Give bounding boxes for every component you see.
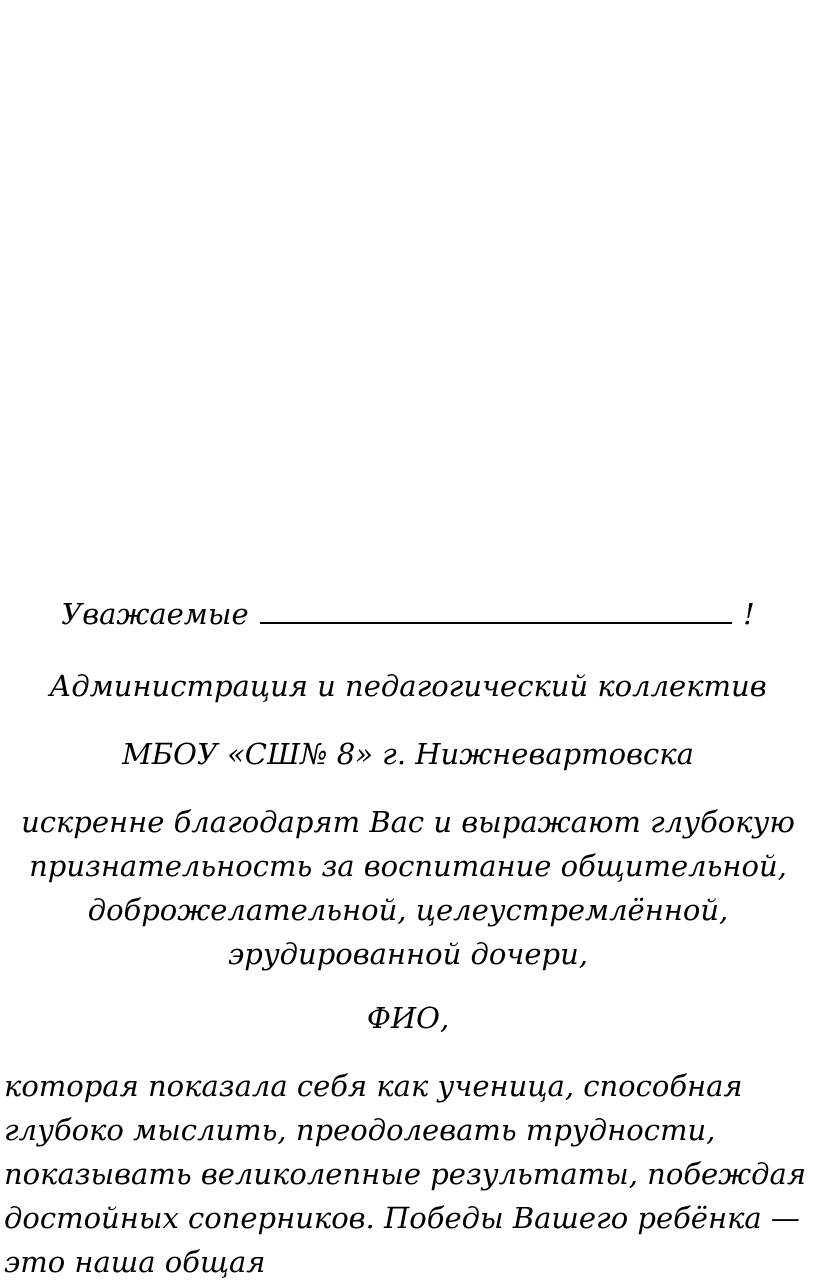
thanks-paragraph: искренне благодарят Вас и выражают глубокую признательность за воспитание общительной, доброжелательной, целеустремлённой, эрудированной дочери, [21,805,795,971]
fio-line: ФИО, [366,1001,450,1035]
greeting-suffix: ! [743,597,755,631]
greeting-prefix: Уважаемые [61,597,249,631]
greeting-line [0,594,816,634]
recipient-blank-line [260,598,732,624]
admin-line: Администрация и педагогический коллектив [49,669,767,703]
student-paragraph: которая показала себя как ученица, способная глубоко мыслить, преодолевать трудности, показывать великолепные результаты, побеждая достойных соперников. Победы Вашего ребёнка — это наша общая [4,1069,807,1279]
school-line: МБОУ «СШ№ 8» г. Нижневартовска [122,737,694,771]
